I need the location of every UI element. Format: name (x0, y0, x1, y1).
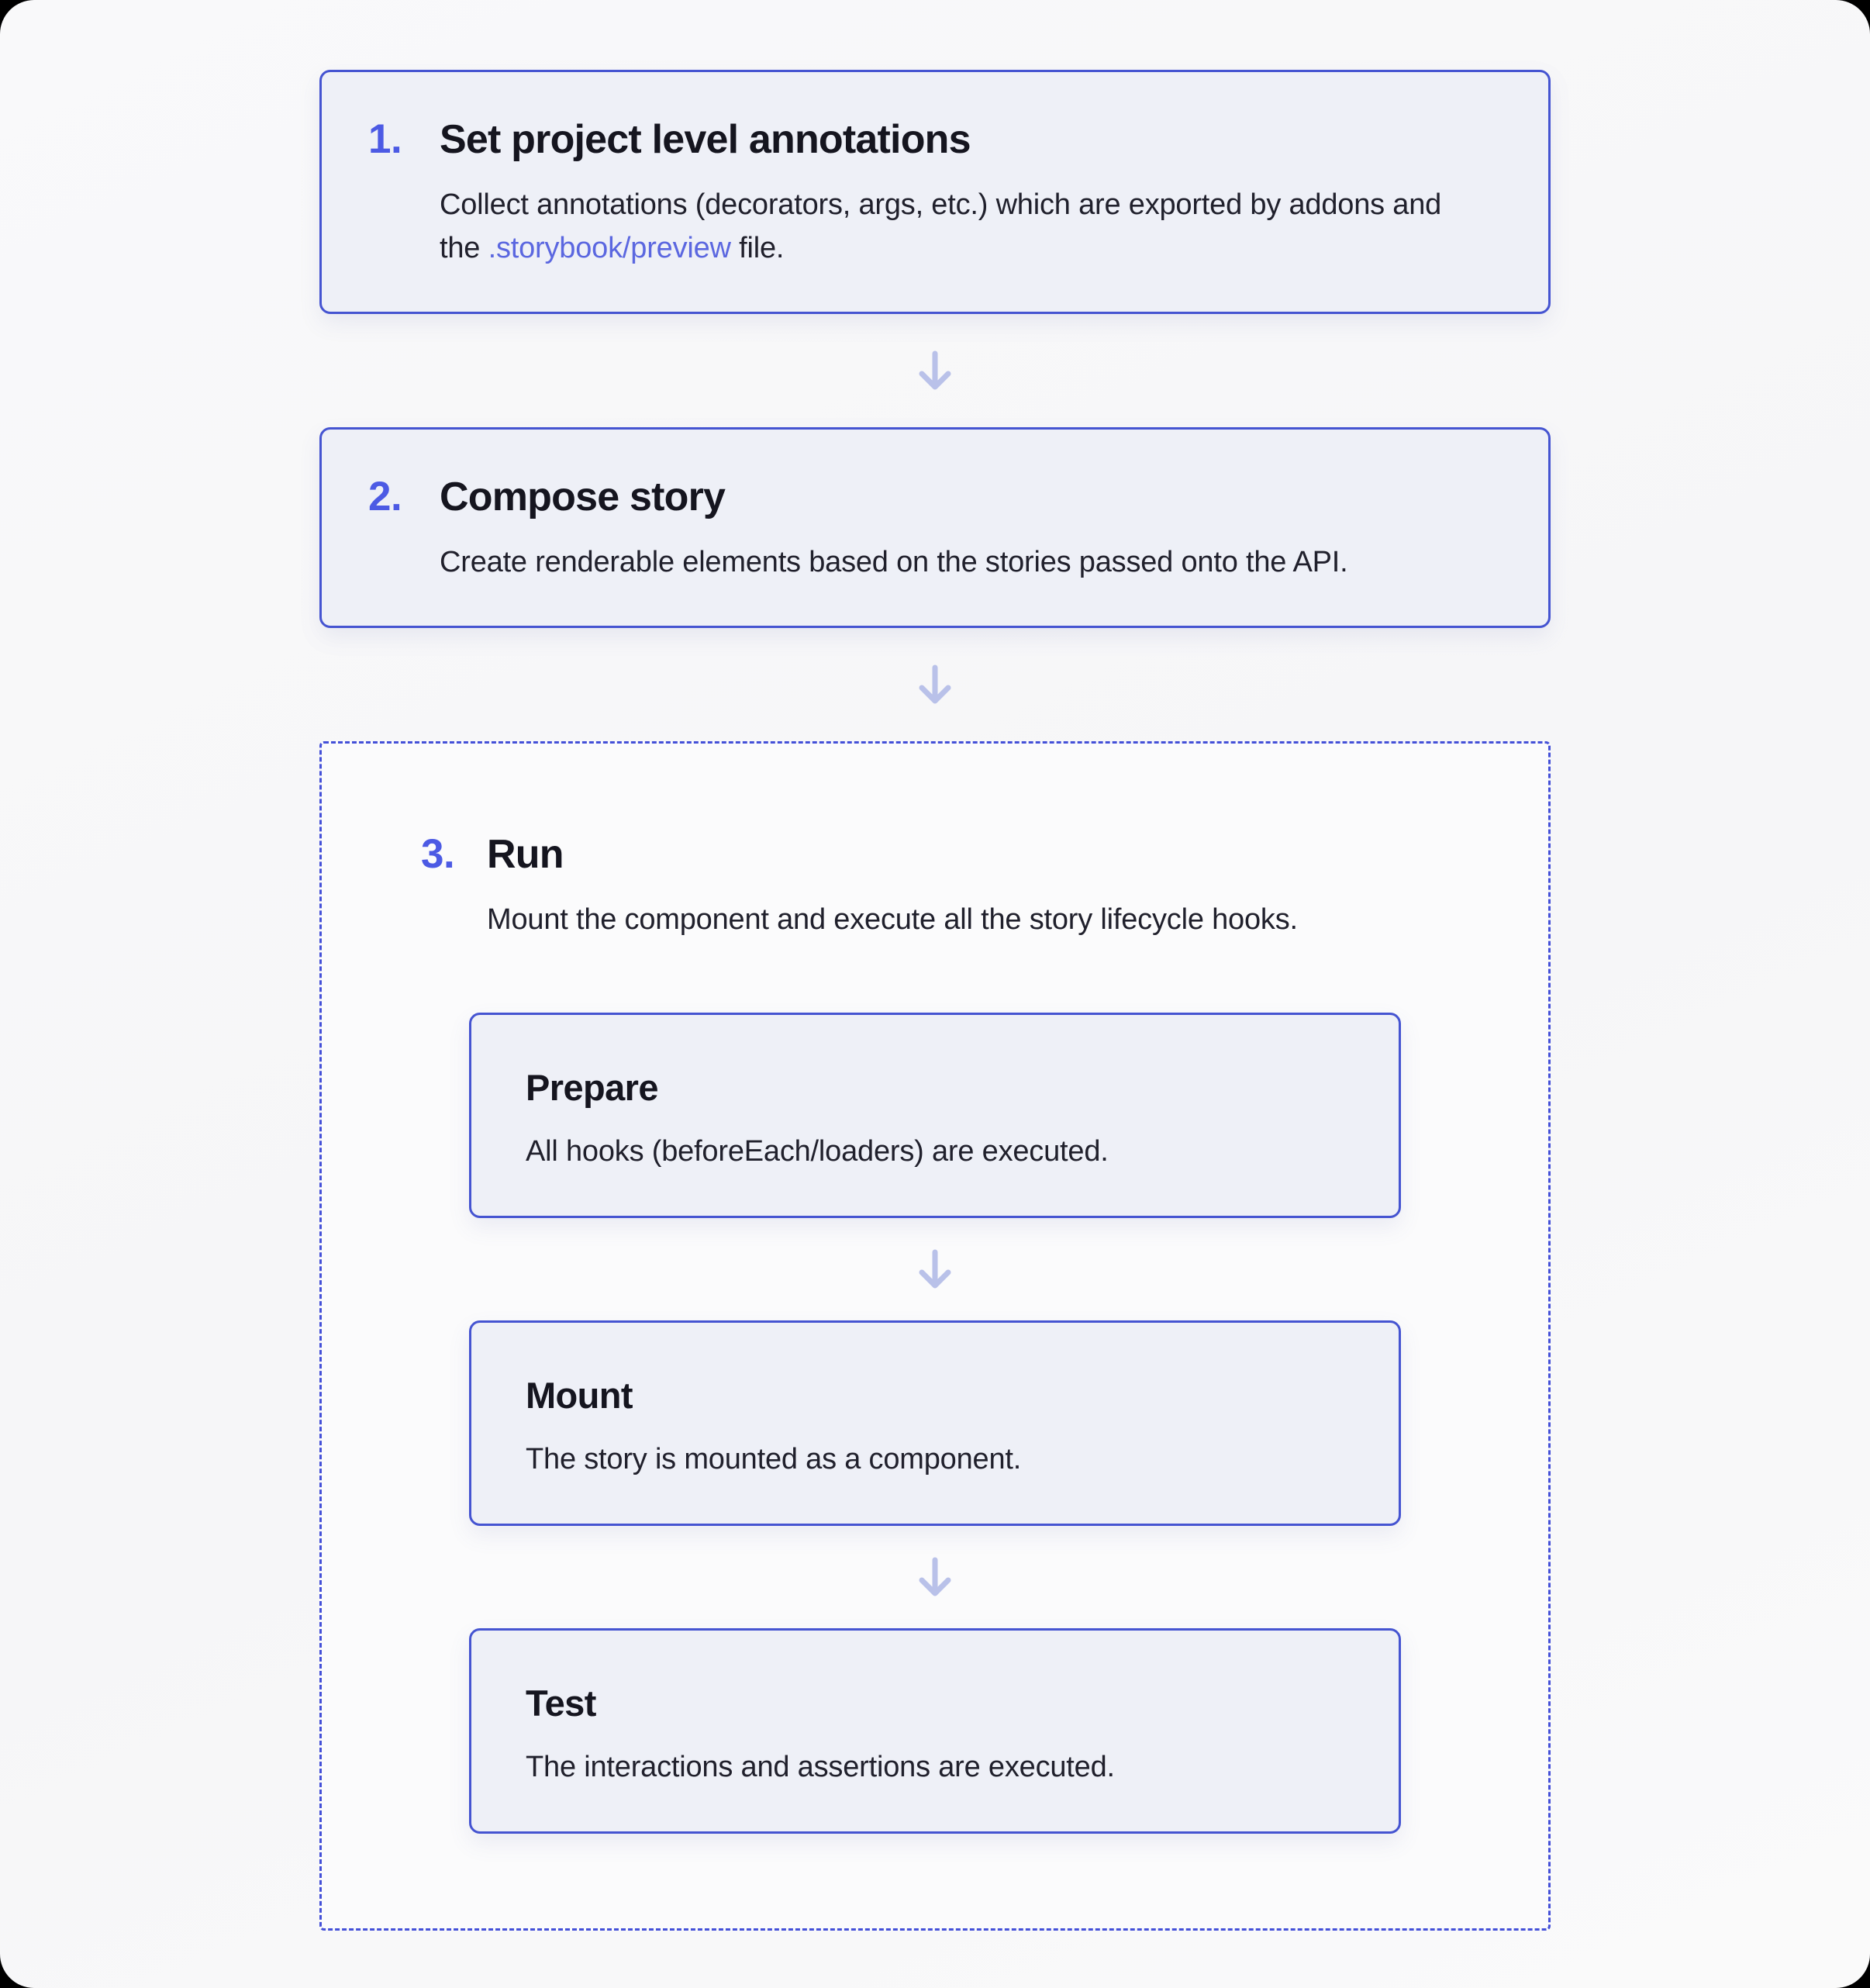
arrow-mount-to-test (917, 1526, 953, 1628)
step-1-description (440, 183, 1478, 270)
step-2-number: 2. (368, 474, 402, 519)
substep-mount-title: Mount (526, 1375, 633, 1416)
substep-prepare-description: All hooks (beforeEach/loaders) are executed. (526, 1135, 1109, 1168)
substep-card-mount (469, 1320, 1401, 1526)
step-1-header (368, 116, 1478, 163)
substep-card-prepare (469, 1013, 1401, 1218)
step-2-header (368, 473, 1478, 520)
step-3-header-block (322, 830, 1548, 941)
step-1-title: Set project level annotations (440, 117, 971, 162)
substep-test-title: Test (526, 1683, 596, 1724)
step-1-description-tail: file. (730, 232, 785, 264)
step-card-set-project-annotations (319, 70, 1551, 314)
step-card-compose-story (319, 427, 1551, 628)
substep-test-description: The interactions and assertions are executed. (526, 1751, 1115, 1783)
down-arrow-icon (917, 350, 953, 392)
step-3-header (421, 830, 1548, 878)
storybook-preview-link[interactable]: .storybook/preview (488, 232, 731, 264)
down-arrow-icon (917, 1556, 953, 1598)
step-2-description: Create renderable elements based on the stories passed onto the API. (440, 546, 1348, 578)
step-3-number: 3. (421, 831, 455, 877)
arrow-step1-to-step2 (917, 314, 953, 427)
step-1-number: 1. (368, 116, 402, 162)
step-3-title: Run (487, 832, 564, 877)
step-3-description: Mount the component and execute all the story lifecycle hooks. (487, 903, 1298, 936)
lifecycle-flow (319, 70, 1551, 1931)
substep-mount-description: The story is mounted as a component. (526, 1443, 1022, 1475)
down-arrow-icon (917, 664, 953, 706)
step-2-title: Compose story (440, 475, 726, 519)
down-arrow-icon (917, 1248, 953, 1290)
step-card-run-group (319, 741, 1551, 1931)
step-1-description-text: Collect annotations (decorators, args, etc.) which are exported by addons and the (440, 188, 1442, 264)
arrow-prepare-to-mount (917, 1218, 953, 1320)
arrow-step2-to-step3 (917, 628, 953, 741)
substep-card-test (469, 1628, 1401, 1834)
substep-prepare-title: Prepare (526, 1067, 658, 1108)
